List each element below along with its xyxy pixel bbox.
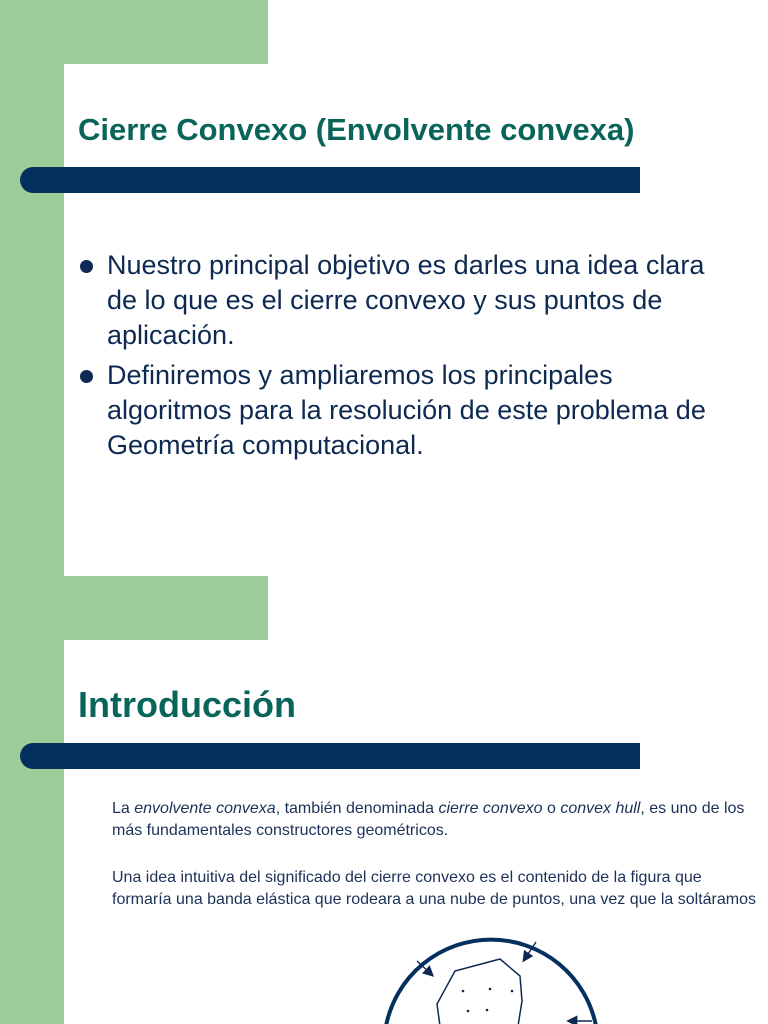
italic-term: convex hull (560, 800, 641, 817)
point (511, 990, 514, 993)
slide-1-title: Cierre Convexo (Envolvente convexa) (78, 112, 635, 147)
convex-hull-illustration (360, 906, 620, 1024)
slide-2-title: Introducción (78, 684, 296, 725)
green-side-band (0, 0, 64, 576)
title-underline-bar (20, 743, 640, 769)
italic-term: cierre convexo (438, 800, 543, 817)
title-underline-bar (20, 167, 640, 193)
green-top-tab (64, 0, 268, 64)
green-top-tab (64, 576, 268, 640)
bullet-dot-icon (80, 260, 93, 273)
text-run: , es uno de los más fundamentales constructores geométricos. (112, 800, 745, 839)
text-run: o (542, 800, 561, 817)
bullet-dot-icon (80, 370, 93, 383)
bullet-list (78, 248, 728, 468)
point (462, 990, 465, 993)
bullet-item (78, 248, 728, 353)
text-run: La (112, 800, 135, 817)
green-side-band (0, 576, 64, 1024)
intro-paragraph-1 (112, 798, 762, 842)
slide-2 (0, 576, 768, 1024)
bullet-text: Definiremos y ampliaremos los principales algoritmos para la resolución de este problema de Geometría computacional. (107, 360, 706, 460)
convex-hull-polygon (437, 959, 522, 1024)
elastic-band-circle (386, 940, 596, 1024)
italic-term: envolvente convexa (134, 800, 276, 817)
bullet-item (78, 358, 728, 463)
text-run: , también denominada (275, 800, 439, 817)
intro-paragraph-2: Una idea intuitiva del significado del cierre convexo es el contenido de la figura que formaría una banda elástica que rodeara a una nube de puntos, una vez que la soltáramos (112, 869, 756, 908)
bullet-text: Nuestro principal objetivo es darles una idea clara de lo que es el cierre convexo y sus puntos de aplicación. (107, 250, 705, 350)
point (467, 1010, 470, 1013)
point (486, 1009, 489, 1012)
point (489, 988, 492, 991)
